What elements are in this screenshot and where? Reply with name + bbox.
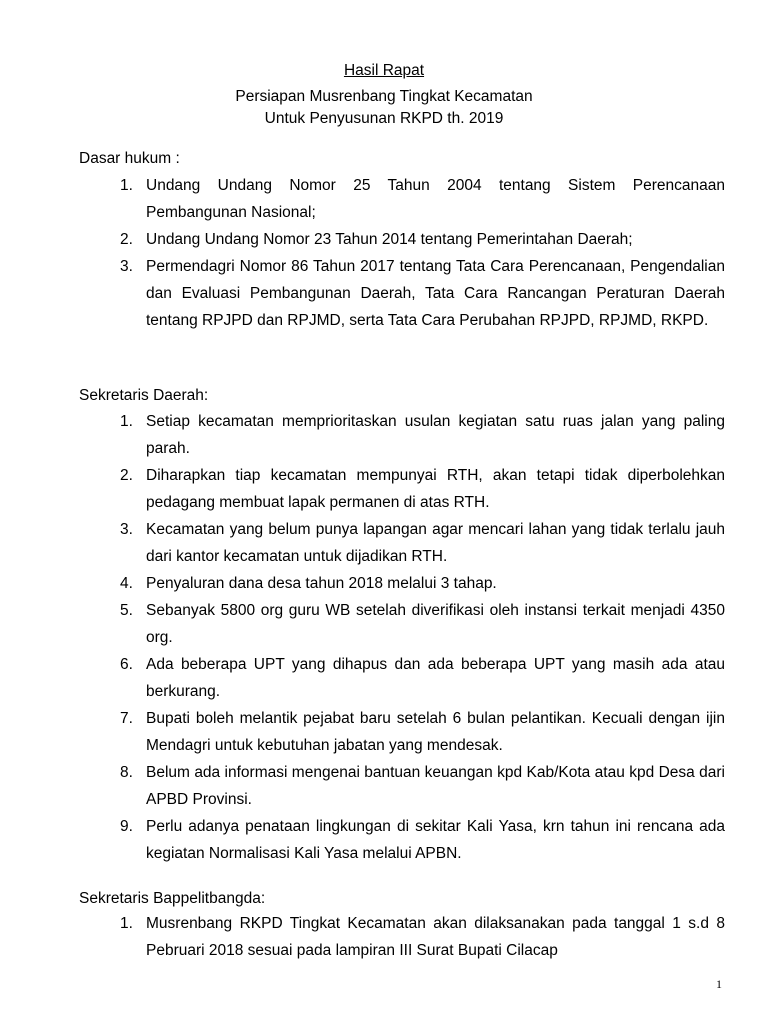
list-item-text: Musrenbang RKPD Tingkat Kecamatan akan dilaksanakan pada tanggal 1 s.d 8 Pebruari 2018 sesuai pada lampiran III Surat Bupati Cilacap: [146, 915, 725, 959]
section-heading-sekretaris-daerah: Sekretaris Daerah:: [79, 387, 209, 404]
list-item-number: 7.: [120, 710, 133, 727]
list-item-number: 9.: [120, 818, 133, 835]
list-item: [120, 172, 725, 226]
list-item-text: Setiap kecamatan memprioritaskan usulan kegiatan satu ruas jalan yang paling parah.: [146, 413, 725, 457]
list-item: [120, 597, 725, 651]
list-item: [120, 516, 725, 570]
list-item-number: 8.: [120, 764, 133, 781]
list-item: [120, 462, 725, 516]
list-item-number: 1.: [120, 915, 133, 932]
list-item: [120, 651, 725, 705]
sekretaris-daerah-list: [120, 408, 725, 867]
list-item-number: 1.: [120, 413, 133, 430]
list-item: [120, 759, 725, 813]
list-item-number: 2.: [120, 467, 133, 484]
list-item: [120, 705, 725, 759]
list-item-number: 3.: [120, 258, 133, 275]
list-item-text: Undang Undang Nomor 23 Tahun 2014 tentang Pemerintahan Daerah;: [146, 231, 633, 248]
list-item-number: 6.: [120, 656, 133, 673]
list-item: [120, 570, 725, 597]
list-item-text: Ada beberapa UPT yang dihapus dan ada beberapa UPT yang masih ada atau berkurang.: [146, 656, 725, 700]
list-item-text: Diharapkan tiap kecamatan mempunyai RTH, akan tetapi tidak diperbolehkan pedagang membuat lapak permanen di atas RTH.: [146, 467, 725, 511]
list-item: [120, 253, 725, 334]
document-title: Hasil Rapat: [343, 62, 425, 79]
list-item-text: Undang Undang Nomor 25 Tahun 2004 tentang Sistem Perencanaan Pembangunan Nasional;: [146, 177, 725, 221]
list-item-number: 2.: [120, 231, 133, 248]
list-item: [120, 408, 725, 462]
list-item: [120, 910, 725, 964]
list-item: [120, 226, 725, 253]
section-heading-dasar-hukum: Dasar hukum :: [79, 150, 180, 167]
list-item-number: 4.: [120, 575, 133, 592]
list-item-text: Penyaluran dana desa tahun 2018 melalui 3 tahap.: [146, 575, 497, 592]
list-item-text: Perlu adanya penataan lingkungan di sekitar Kali Yasa, krn tahun ini rencana ada kegiatan Normalisasi Kali Yasa melalui APBN.: [146, 818, 725, 862]
sekretaris-bappelitbangda-list: [120, 910, 725, 964]
document-subtitle-line1: Persiapan Musrenbang Tingkat Kecamatan: [235, 88, 533, 105]
list-item-text: Permendagri Nomor 86 Tahun 2017 tentang Tata Cara Perencanaan, Pengendalian dan Evaluasi Pembangunan Daerah, Tata Cara Rancangan Peraturan Daerah tentang RPJPD dan RPJMD, serta Tata Cara Perubahan RPJPD, RPJMD, RKPD.: [146, 258, 725, 329]
page-number: 1: [716, 977, 722, 991]
list-item: [120, 813, 725, 867]
section-heading-sekretaris-bappelitbangda: Sekretaris Bappelitbangda:: [79, 890, 266, 907]
list-item-text: Belum ada informasi mengenai bantuan keuangan kpd Kab/Kota atau kpd Desa dari APBD Provinsi.: [146, 764, 725, 808]
list-item-number: 5.: [120, 602, 133, 619]
document-subtitle-line2: Untuk Penyusunan RKPD th. 2019: [264, 110, 504, 127]
list-item-number: 1.: [120, 177, 133, 194]
dasar-hukum-list: [120, 172, 725, 334]
list-item-number: 3.: [120, 521, 133, 538]
list-item-text: Bupati boleh melantik pejabat baru setelah 6 bulan pelantikan. Kecuali dengan ijin Mendagri untuk kebutuhan jabatan yang mendesak.: [146, 710, 725, 754]
list-item-text: Sebanyak 5800 org guru WB setelah diverifikasi oleh instansi terkait menjadi 4350 org.: [146, 602, 725, 646]
list-item-text: Kecamatan yang belum punya lapangan agar mencari lahan yang tidak terlalu jauh dari kantor kecamatan untuk dijadikan RTH.: [146, 521, 725, 565]
